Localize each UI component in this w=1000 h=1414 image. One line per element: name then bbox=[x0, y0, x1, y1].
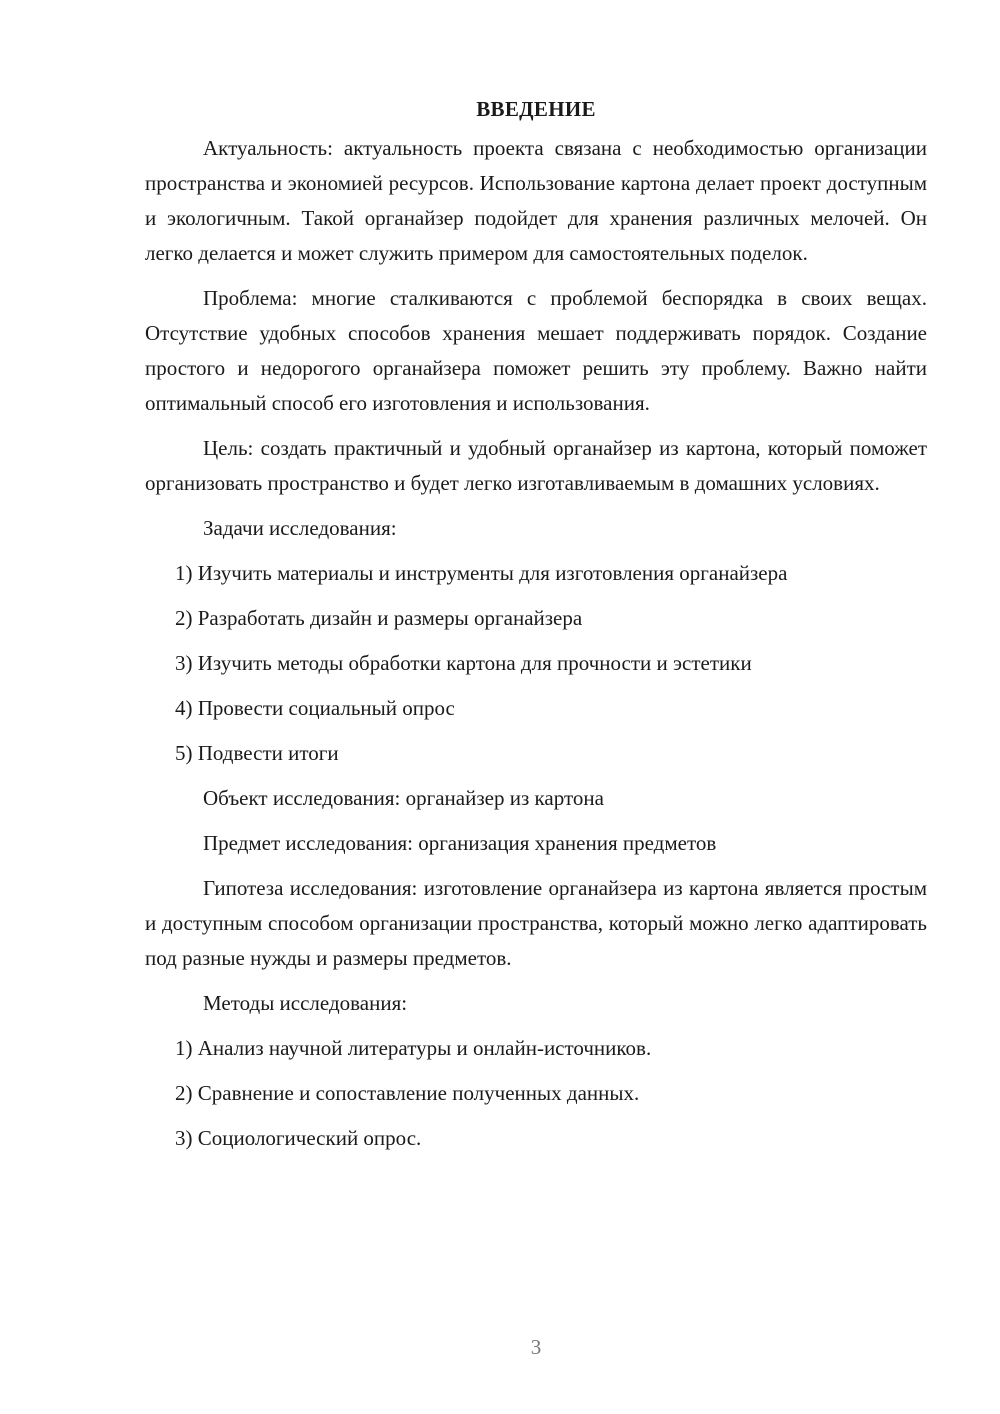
methods-heading: Методы исследования: bbox=[203, 991, 408, 1015]
document-page bbox=[145, 92, 927, 1166]
task-item: 4) Провести социальный опрос bbox=[175, 696, 455, 720]
problem-paragraph: Проблема: многие сталкиваются с проблемой беспорядка в своих вещах. Отсутствие удобных способов хранения мешает поддерживать порядок. Создание простого и недорогого органайзера поможет решить эту проблему. Важно найти оптимальный способ его изготовления и использования. bbox=[145, 286, 927, 415]
page-number: 3 bbox=[530, 1335, 542, 1359]
goal-paragraph: Цель: создать практичный и удобный органайзер из картона, который поможет организовать пространство и будет легко изготавливаемым в домашних условиях. bbox=[145, 436, 927, 495]
method-item: 3) Социологический опрос. bbox=[175, 1126, 422, 1150]
relevance-paragraph: Актуальность: актуальность проекта связана с необходимостью организации пространства и экономией ресурсов. Использование картона делает проект доступным и экологичным. Такой органайзер подойдет для хранения различных мелочей. Он легко делается и может служить примером для самостоятельных поделок. bbox=[145, 136, 927, 265]
method-item: 1) Анализ научной литературы и онлайн-источников. bbox=[175, 1036, 652, 1060]
task-item: 3) Изучить методы обработки картона для прочности и эстетики bbox=[175, 651, 752, 675]
task-item: 2) Разработать дизайн и размеры органайзера bbox=[175, 606, 583, 630]
research-object: Объект исследования: органайзер из картона bbox=[203, 786, 604, 810]
section-title: ВВЕДЕНИЕ bbox=[476, 97, 596, 121]
task-item: 1) Изучить материалы и инструменты для изготовления органайзера bbox=[175, 561, 788, 585]
method-item: 2) Сравнение и сопоставление полученных данных. bbox=[175, 1081, 640, 1105]
tasks-heading: Задачи исследования: bbox=[203, 516, 397, 540]
hypothesis-paragraph: Гипотеза исследования: изготовление органайзера из картона является простым и доступным способом организации пространства, который можно легко адаптировать под разные нужды и размеры предметов. bbox=[145, 876, 927, 970]
research-subject: Предмет исследования: организация хранения предметов bbox=[203, 831, 717, 855]
task-item: 5) Подвести итоги bbox=[175, 741, 339, 765]
